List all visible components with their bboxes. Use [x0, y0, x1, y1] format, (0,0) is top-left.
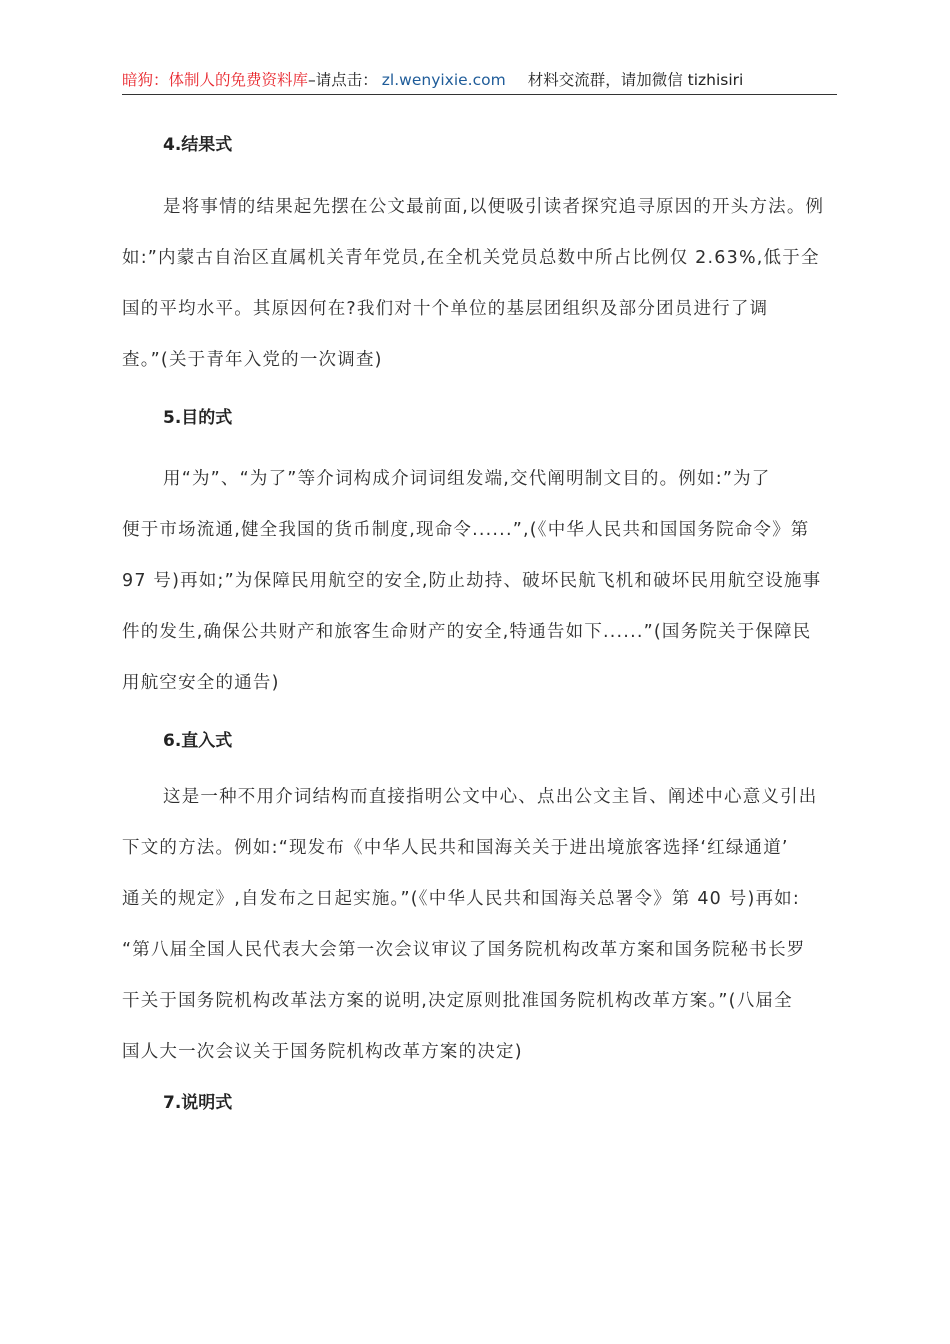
- paragraph-line: 这是一种不用介词结构而直接指明公文中心、点出公文主旨、阐述中心意义引出: [163, 787, 818, 807]
- paragraph-line: 通关的规定》,自发布之日起实施。”(《中华人民共和国海关总署令》第 40 号)再如:: [122, 889, 800, 909]
- paragraph-line: 干关于国务院机构改革法方案的说明,决定原则批准国务院机构改革方案。”(八届全: [122, 991, 793, 1011]
- page-header: [122, 66, 837, 95]
- paragraph-line: 便于市场流通,健全我国的货币制度,现命令......”,(《中华人民共和国国务院命令》第: [122, 520, 810, 540]
- paragraph-line: 用航空安全的通告): [122, 673, 280, 693]
- paragraph-line: 用“为”、“为了”等介词构成介词词组发端,交代阐明制文目的。例如:”为了: [163, 469, 771, 489]
- paragraph-line: 查。”(关于青年入党的一次调查): [122, 350, 383, 370]
- paragraph-line: 件的发生,确保公共财产和旅客生命财产的安全,特通告如下......”(国务院关于保障民: [122, 622, 812, 642]
- section-heading-5: 5.目的式: [163, 408, 233, 428]
- section-paragraph-4: [122, 182, 837, 386]
- section-paragraph-6: [122, 772, 837, 1078]
- paragraph-line: 下文的方法。例如:“现发布《中华人民共和国海关关于进出境旅客选择‘红绿通道’: [122, 838, 789, 858]
- header-click-prompt: –请点击：: [308, 71, 378, 89]
- section-heading-6: 6.直入式: [163, 731, 233, 751]
- paragraph-line: “第八届全国人民代表大会第一次会议审议了国务院机构改革方案和国务院秘书长罗: [122, 940, 806, 960]
- header-group-note: 材料交流群，请加微信 tizhisiri: [527, 71, 744, 89]
- paragraph-line: 97 号)再如;”为保障民用航空的安全,防止劫持、破坏民航飞机和破坏民用航空设施事: [122, 571, 822, 591]
- section-paragraph-5: [122, 454, 837, 709]
- paragraph-line: 国的平均水平。其原因何在?我们对十个单位的基层团组织及部分团员进行了调: [122, 299, 769, 319]
- paragraph-line: 是将事情的结果起先摆在公文最前面,以便吸引读者探究追寻原因的开头方法。例: [163, 197, 825, 217]
- header-url-link[interactable]: zl.wenyixie.com: [381, 71, 506, 89]
- header-brand: 暗狗：体制人的免费资料库: [122, 71, 309, 89]
- section-heading-7: 7.说明式: [163, 1093, 233, 1113]
- paragraph-line: 如:”内蒙古自治区直属机关青年党员,在全机关党员总数中所占比例仅 2.63%,低于全: [122, 248, 820, 268]
- paragraph-line: 国人大一次会议关于国务院机构改革方案的决定): [122, 1042, 523, 1062]
- section-heading-4: 4.结果式: [163, 135, 233, 155]
